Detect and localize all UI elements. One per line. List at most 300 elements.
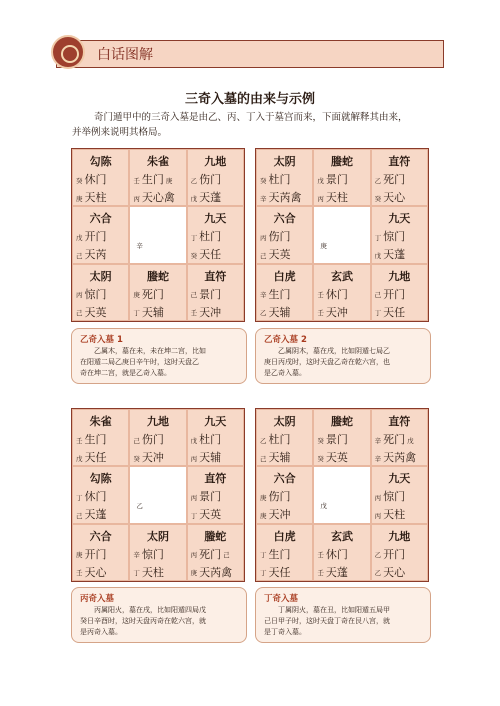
star-row — [191, 449, 222, 465]
palace-cell — [313, 524, 370, 581]
stem-label: 壬 — [317, 291, 324, 300]
deity-label: 九天 — [388, 212, 411, 226]
door-label: 伤门 — [199, 173, 222, 186]
stem-label: 癸 — [190, 251, 198, 260]
palace-cell — [72, 409, 129, 466]
example-note — [255, 587, 431, 643]
star-label: 天冲 — [141, 451, 164, 464]
stem-label: 丙 — [260, 233, 267, 242]
stem-label: 癸 — [76, 176, 83, 185]
stem-label: 辛 — [260, 194, 267, 203]
deity-label: 勾陈 — [89, 472, 112, 486]
palace-cell — [371, 466, 428, 523]
note-line: 丁属阴火，墓在丑，比如阳遁五局甲 — [278, 606, 390, 614]
palace-cell — [187, 466, 244, 523]
stem-label: 乙 — [374, 569, 382, 578]
deity-label: 六合 — [89, 212, 112, 226]
stem-label: 戊 — [76, 233, 83, 242]
extra-stem-label: 己 — [223, 551, 230, 560]
stem-label: 丙 — [76, 291, 83, 300]
door-row — [191, 286, 222, 302]
door-row — [375, 171, 406, 187]
example-note — [71, 587, 247, 643]
star-row — [375, 506, 406, 522]
door-row — [260, 228, 291, 244]
note-title: 乙奇入墓 2 — [264, 335, 307, 345]
deity-label: 太阴 — [273, 155, 296, 168]
door-row — [76, 228, 107, 244]
stem-label: 乙 — [374, 551, 382, 560]
deity-label: 朱雀 — [89, 415, 112, 428]
door-label: 死门 — [141, 287, 164, 301]
stem-label: 辛 — [133, 551, 140, 560]
deity-label: 九天 — [388, 472, 411, 486]
door-label: 杜门 — [199, 433, 222, 446]
intro-line-1: 奇门遁甲中的三奇入墓是由乙、丙、丁入于墓宫而来，下面就解释其由来， — [94, 112, 408, 123]
stem-label: 壬 — [317, 569, 324, 578]
stem-label: 戊 — [76, 454, 83, 463]
stem-label: 癸 — [317, 454, 324, 463]
palace-cell — [313, 409, 370, 466]
stem-label: 丁 — [133, 309, 140, 318]
stem-label: 壬 — [190, 309, 198, 318]
star-row — [317, 304, 348, 320]
stem-label: 戊 — [190, 194, 198, 203]
palace-cell — [72, 264, 129, 321]
star-label: 天心 — [383, 191, 406, 204]
stem-label: 癸 — [317, 436, 324, 445]
note-line: 己日甲子时，这时天盘丁奇在艮八宫，就 — [264, 617, 390, 625]
door-row — [260, 488, 291, 504]
star-row — [260, 189, 302, 205]
door-label: 生门 — [141, 173, 164, 186]
star-row — [260, 246, 291, 262]
stem-label: 辛 — [260, 291, 267, 300]
stem-label: 癸 — [133, 454, 140, 463]
palace-cell — [187, 524, 244, 581]
palace-cell — [256, 149, 313, 206]
stem-label: 丙 — [190, 454, 198, 463]
door-label: 开门 — [84, 230, 107, 244]
star-row — [317, 564, 348, 580]
door-row — [191, 546, 230, 562]
door-row — [375, 228, 406, 244]
stem-label: 丙 — [374, 493, 382, 502]
door-row — [76, 431, 107, 447]
qimen-chart-ding — [255, 408, 429, 582]
stem-label: 己 — [76, 251, 83, 260]
palace-cell — [129, 409, 186, 466]
door-label: 死门 — [199, 547, 222, 561]
star-row — [191, 564, 233, 580]
qimen-chart-bing — [71, 408, 245, 582]
star-row — [375, 246, 406, 262]
door-label: 生门 — [268, 547, 291, 561]
door-row — [76, 488, 107, 504]
star-label: 天任 — [268, 565, 291, 579]
stem-label: 庚 — [190, 569, 198, 578]
deity-label: 直符 — [388, 415, 411, 428]
stem-label: 壬 — [76, 436, 83, 445]
door-label: 杜门 — [268, 173, 291, 186]
palace-cell — [256, 409, 313, 466]
note-line: 是乙奇入墓。 — [264, 369, 306, 377]
star-label: 天任 — [199, 248, 222, 262]
stem-label: 壬 — [317, 551, 324, 560]
door-label: 开门 — [383, 547, 406, 561]
stem-label: 丁 — [76, 493, 83, 502]
door-row — [317, 171, 348, 187]
door-label: 伤门 — [268, 230, 291, 244]
stem-label: 己 — [374, 291, 382, 300]
palace-cell — [256, 524, 313, 581]
star-label: 天英 — [268, 248, 291, 262]
door-label: 景门 — [199, 287, 222, 301]
stem-label: 丁 — [374, 233, 382, 242]
star-row — [191, 246, 222, 262]
palace-center — [129, 466, 186, 523]
deity-label: 六合 — [273, 472, 296, 486]
deity-label: 九天 — [204, 415, 227, 428]
door-label: 休门 — [325, 287, 348, 301]
stem-label: 庚 — [260, 493, 267, 502]
door-row — [133, 546, 164, 562]
star-label: 天英 — [199, 508, 222, 522]
deity-label: 螣蛇 — [330, 415, 353, 428]
door-row — [76, 286, 107, 302]
palace-cell — [187, 206, 244, 263]
deity-label: 六合 — [273, 212, 296, 226]
deity-label: 直符 — [204, 472, 227, 486]
note-line: 在阳遁二局乙庚日辛午时，这时天盘乙 — [80, 358, 199, 366]
palace-cell — [313, 149, 370, 206]
stem-label: 壬 — [133, 176, 140, 185]
star-label: 天任 — [84, 451, 107, 464]
star-row — [76, 246, 107, 262]
star-label: 天蓬 — [199, 191, 222, 204]
palace-cell — [72, 524, 129, 581]
star-label: 天辅 — [268, 305, 291, 319]
deity-label: 太阴 — [273, 415, 296, 428]
stem-label: 丙 — [190, 493, 198, 502]
palace-cell — [72, 149, 129, 206]
door-label: 惊门 — [383, 490, 406, 504]
palace-cell — [371, 264, 428, 321]
deity-label: 白虎 — [273, 529, 296, 543]
star-row — [375, 449, 417, 465]
deity-label: 直符 — [204, 269, 227, 283]
star-row — [76, 189, 107, 205]
stem-label: 己 — [260, 454, 267, 463]
stem-label: 丁 — [374, 309, 382, 318]
door-row — [260, 286, 291, 302]
stem-label: 己 — [190, 291, 198, 300]
note-title: 丁奇入墓 — [264, 594, 299, 604]
door-label: 惊门 — [141, 547, 164, 561]
center-stem: 戊 — [320, 502, 327, 511]
stem-label: 己 — [76, 511, 83, 520]
star-label: 天心 — [383, 565, 406, 579]
note-body — [80, 605, 242, 638]
star-row — [191, 189, 222, 205]
star-label: 天心禽 — [141, 191, 175, 204]
palace-cell — [72, 206, 129, 263]
palace-cell — [256, 466, 313, 523]
door-label: 生门 — [268, 287, 291, 301]
deity-label: 直符 — [388, 155, 411, 168]
stem-label: 壬 — [76, 569, 83, 578]
palace-cell — [72, 466, 129, 523]
door-row — [260, 431, 291, 447]
extra-stem-label: 戊 — [407, 436, 414, 445]
stem-label: 丁 — [133, 569, 140, 578]
star-label: 天芮禽 — [383, 451, 417, 464]
deity-label: 螣蛇 — [204, 529, 227, 543]
door-row — [191, 228, 222, 244]
door-label: 景门 — [325, 433, 348, 446]
palace-cell — [313, 264, 370, 321]
center-stem: 庚 — [320, 242, 327, 251]
star-label: 天冲 — [325, 305, 348, 319]
palace-cell — [371, 409, 428, 466]
palace-cell — [129, 264, 186, 321]
star-row — [260, 564, 291, 580]
palace-center — [313, 206, 370, 263]
door-row — [133, 431, 164, 447]
deity-label: 玄武 — [330, 529, 353, 543]
note-line: 是丙奇入墓。 — [80, 628, 122, 636]
star-row — [76, 564, 107, 580]
star-label: 天辅 — [268, 451, 291, 464]
stem-label: 戊 — [317, 176, 324, 185]
door-label: 休门 — [84, 173, 107, 186]
extra-stem-label: 庚 — [165, 176, 173, 185]
deity-label: 九地 — [204, 155, 227, 168]
door-label: 休门 — [325, 547, 348, 561]
palace-cell — [256, 264, 313, 321]
stem-label: 戊 — [374, 251, 382, 260]
star-row — [133, 564, 164, 580]
palace-cell — [256, 206, 313, 263]
article-title: 三奇入墓的由来与示例 — [184, 92, 315, 107]
note-title: 乙奇入墓 1 — [80, 335, 123, 345]
palace-cell — [187, 264, 244, 321]
emblem-icon — [51, 35, 85, 69]
note-body — [264, 605, 426, 638]
star-label: 天蓬 — [84, 508, 107, 522]
door-row — [317, 546, 348, 562]
stem-label: 丁 — [260, 551, 267, 560]
stem-label: 庚 — [76, 194, 83, 203]
deity-label: 九天 — [204, 212, 227, 226]
stem-label: 乙 — [190, 176, 198, 185]
stem-label: 乙 — [374, 176, 382, 185]
star-row — [375, 304, 406, 320]
star-label: 天芮禽 — [268, 191, 302, 204]
door-row — [76, 546, 107, 562]
deity-label: 九地 — [146, 415, 169, 428]
note-line: 乙属木，墓在未，未在坤二宫，比如 — [94, 347, 206, 355]
star-label: 天芮 — [84, 248, 107, 262]
star-label: 天辅 — [199, 451, 222, 464]
stem-label: 丙 — [374, 511, 382, 520]
stem-label: 庚 — [133, 291, 140, 300]
star-row — [375, 189, 406, 205]
note-title: 丙奇入墓 — [80, 594, 115, 604]
star-label: 天英 — [84, 305, 107, 319]
door-label: 惊门 — [84, 287, 107, 301]
center-stem: 乙 — [136, 502, 143, 511]
star-label: 天柱 — [141, 565, 164, 579]
note-line: 丙属阳火，墓在戌，比如阳遁四局戊 — [94, 606, 206, 614]
door-row — [317, 286, 348, 302]
stem-label: 庚 — [76, 551, 83, 560]
star-row — [76, 506, 107, 522]
star-label: 天蓬 — [325, 565, 348, 579]
door-row — [133, 286, 164, 302]
door-row — [191, 488, 222, 504]
note-body — [80, 346, 242, 379]
door-row — [375, 488, 406, 504]
qimen-chart-yi-1 — [71, 148, 245, 322]
door-label: 景门 — [199, 490, 222, 504]
center-stem: 辛 — [136, 242, 143, 251]
star-row — [133, 449, 164, 465]
stem-label: 辛 — [374, 436, 382, 445]
star-row — [260, 506, 291, 522]
star-row — [317, 449, 348, 465]
stem-label: 己 — [76, 309, 83, 318]
section-banner — [56, 40, 444, 68]
door-label: 伤门 — [141, 433, 164, 446]
star-row — [260, 449, 291, 465]
stem-label: 辛 — [374, 454, 382, 463]
door-label: 死门 — [383, 173, 406, 186]
deity-label: 六合 — [89, 529, 112, 543]
palace-cell — [129, 149, 186, 206]
stem-label: 丙 — [190, 551, 198, 560]
deity-label: 太阴 — [89, 269, 112, 283]
note-line: 是丁奇入墓。 — [264, 628, 306, 636]
stem-label: 丙 — [317, 194, 324, 203]
note-body — [264, 346, 426, 379]
star-label: 天冲 — [199, 305, 222, 319]
deity-label: 勾陈 — [89, 155, 112, 168]
star-label: 天蓬 — [383, 248, 406, 262]
door-label: 开门 — [84, 547, 107, 561]
star-label: 天柱 — [383, 508, 406, 522]
note-line: 奇在坤二宫，就是乙奇入墓。 — [80, 369, 171, 377]
star-label: 天任 — [383, 305, 406, 319]
door-label: 杜门 — [199, 230, 222, 244]
door-row — [133, 171, 172, 187]
intro-line-2: 并举例来说明其格局。 — [72, 127, 168, 138]
star-row — [133, 189, 175, 205]
star-row — [191, 506, 222, 522]
example-note — [255, 328, 431, 384]
note-line: 乙属阴木，墓在戌，比如阴遁七局乙 — [278, 347, 390, 355]
door-row — [375, 431, 414, 447]
star-row — [260, 304, 291, 320]
stem-label: 癸 — [260, 176, 267, 185]
palace-cell — [371, 206, 428, 263]
door-row — [260, 546, 291, 562]
door-label: 死门 — [383, 433, 406, 446]
stem-label: 戊 — [190, 436, 198, 445]
deity-label: 白虎 — [273, 269, 296, 283]
door-row — [76, 171, 107, 187]
banner-title: 白话图解 — [97, 47, 153, 63]
door-row — [191, 431, 222, 447]
star-row — [191, 304, 222, 320]
star-row — [133, 304, 164, 320]
stem-label: 己 — [260, 251, 267, 260]
star-label: 天辅 — [141, 305, 164, 319]
example-note — [71, 328, 247, 384]
door-row — [317, 431, 348, 447]
door-label: 杜门 — [268, 433, 291, 446]
article-intro — [72, 110, 432, 140]
star-row — [375, 564, 406, 580]
star-label: 天柱 — [325, 191, 348, 204]
star-label: 天心 — [84, 565, 107, 579]
palace-cell — [187, 149, 244, 206]
door-row — [191, 171, 222, 187]
note-line: 庚日丙戌时，这时天盘乙奇在乾六宫，也 — [264, 358, 390, 366]
door-label: 伤门 — [268, 490, 291, 504]
star-row — [317, 189, 348, 205]
note-line: 癸日辛酉时，这时天盘丙奇在乾六宫，就 — [80, 617, 206, 625]
stem-label: 癸 — [374, 194, 382, 203]
stem-label: 乙 — [260, 309, 267, 318]
door-label: 景门 — [325, 173, 348, 186]
palace-cell — [187, 409, 244, 466]
star-label: 天冲 — [268, 508, 291, 522]
deity-label: 螣蛇 — [146, 269, 169, 283]
qimen-chart-yi-2 — [255, 148, 429, 322]
door-row — [375, 546, 406, 562]
stem-label: 庚 — [260, 511, 267, 520]
palace-center — [313, 466, 370, 523]
palace-cell — [129, 524, 186, 581]
palace-cell — [371, 149, 428, 206]
stem-label: 丙 — [133, 194, 140, 203]
palace-center — [129, 206, 186, 263]
star-row — [76, 449, 107, 465]
stem-label: 丁 — [190, 511, 198, 520]
door-row — [375, 286, 406, 302]
star-label: 天芮禽 — [199, 565, 233, 579]
door-row — [260, 171, 291, 187]
palace-cell — [371, 524, 428, 581]
star-label: 天柱 — [84, 191, 107, 204]
deity-label: 朱雀 — [146, 155, 169, 168]
stem-label: 壬 — [317, 309, 324, 318]
stem-label: 乙 — [260, 436, 267, 445]
stem-label: 丁 — [190, 233, 198, 242]
door-label: 休门 — [84, 490, 107, 504]
stem-label: 丁 — [260, 569, 267, 578]
door-label: 惊门 — [383, 230, 406, 244]
star-row — [76, 304, 107, 320]
deity-label: 螣蛇 — [330, 155, 353, 168]
door-label: 生门 — [84, 433, 107, 446]
door-label: 开门 — [383, 287, 406, 301]
deity-label: 玄武 — [330, 269, 353, 283]
deity-label: 九地 — [388, 529, 411, 543]
deity-label: 太阴 — [146, 529, 169, 543]
deity-label: 九地 — [388, 269, 411, 283]
